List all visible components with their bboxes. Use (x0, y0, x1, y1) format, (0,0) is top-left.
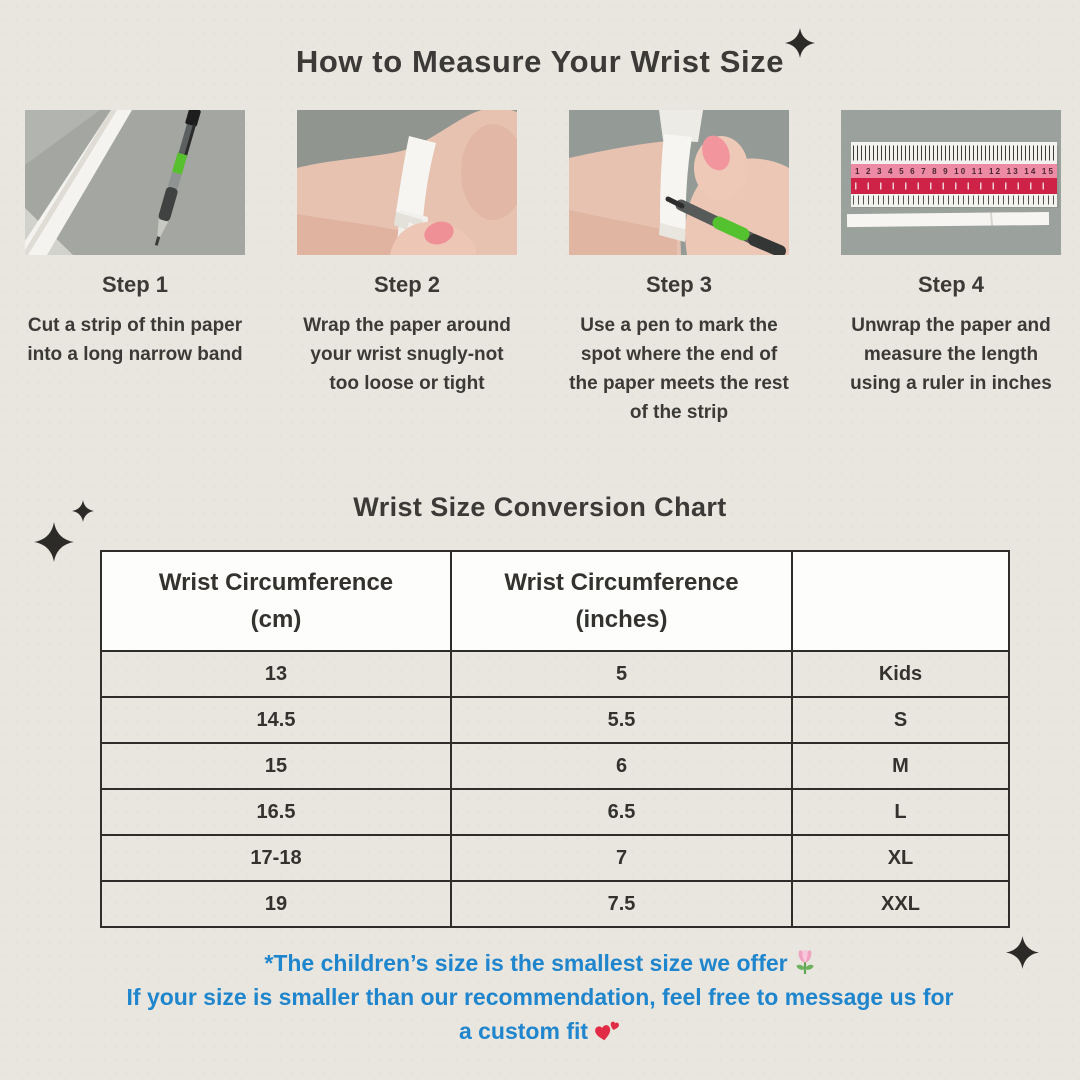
cell-inches: 6.5 (451, 789, 792, 835)
step-1 (25, 110, 245, 427)
cell-size: S (792, 697, 1009, 743)
wrist-size-conversion-table (100, 550, 1010, 928)
step-description: Wrap the paper around your wrist snugly-not too loose or tight (303, 315, 511, 394)
cell-size: Kids (792, 651, 1009, 697)
steps-section (25, 110, 1061, 427)
page-title: How to Measure Your Wrist Size (295, 44, 785, 79)
step1-paper-and-pen-photo (25, 110, 245, 255)
header-cell-size (792, 551, 1009, 651)
table-row (101, 789, 1009, 835)
table-row (101, 697, 1009, 743)
cell-inches: 7.5 (451, 881, 792, 927)
cell-inches: 7 (451, 835, 792, 881)
cell-inches: 6 (451, 743, 792, 789)
cell-size: M (792, 743, 1009, 789)
ruler-numbers: 1 2 3 4 5 6 7 8 9 10 11 12 13 14 15 (855, 167, 1053, 176)
sparkle-icon (34, 522, 74, 562)
cell-cm: 19 (101, 881, 451, 927)
footer-line-3: a custom fit (0, 1014, 1080, 1048)
footer-line-1: *The children’s size is the smallest size we offer (0, 946, 1080, 980)
header-cell-inches: Wrist Circumference (inches) (451, 551, 792, 651)
step-description: Unwrap the paper and measure the length using a ruler in inches (850, 315, 1052, 394)
cell-cm: 15 (101, 743, 451, 789)
step-3 (569, 110, 789, 427)
cell-inches: 5.5 (451, 697, 792, 743)
footer-note (0, 946, 1080, 1048)
table-row (101, 743, 1009, 789)
step-description: Use a pen to mark the spot where the end of the paper meets the rest of the strip (569, 315, 789, 423)
table-header-row (101, 551, 1009, 651)
tulip-emoji (794, 949, 816, 975)
cell-size: XXL (792, 881, 1009, 927)
step-label: Step 1 (101, 272, 169, 297)
cell-size: L (792, 789, 1009, 835)
cell-cm: 13 (101, 651, 451, 697)
table-row (101, 835, 1009, 881)
step-description: Cut a strip of thin paper into a long narrow band (27, 315, 243, 365)
cell-cm: 17-18 (101, 835, 451, 881)
footer-line-2: If your size is smaller than our recommendation, feel free to message us for (126, 984, 954, 1010)
table-row (101, 651, 1009, 697)
step4-ruler-photo (841, 110, 1061, 255)
step-2 (297, 110, 517, 427)
table-row (101, 881, 1009, 927)
cell-inches: 5 (451, 651, 792, 697)
cell-size: XL (792, 835, 1009, 881)
step-4 (841, 110, 1061, 427)
step-label: Step 4 (917, 272, 985, 297)
conversion-chart-title: Wrist Size Conversion Chart (353, 492, 727, 522)
step3-mark-with-pen-photo (569, 110, 789, 255)
header-cell-cm: Wrist Circumference (cm) (101, 551, 451, 651)
two-hearts-emoji (594, 1019, 621, 1043)
step2-wrist-wrap-photo (297, 110, 517, 255)
step-label: Step 3 (645, 272, 713, 297)
sparkle-icon (785, 28, 815, 58)
step-label: Step 2 (373, 272, 441, 297)
cell-cm: 14.5 (101, 697, 451, 743)
cell-cm: 16.5 (101, 789, 451, 835)
